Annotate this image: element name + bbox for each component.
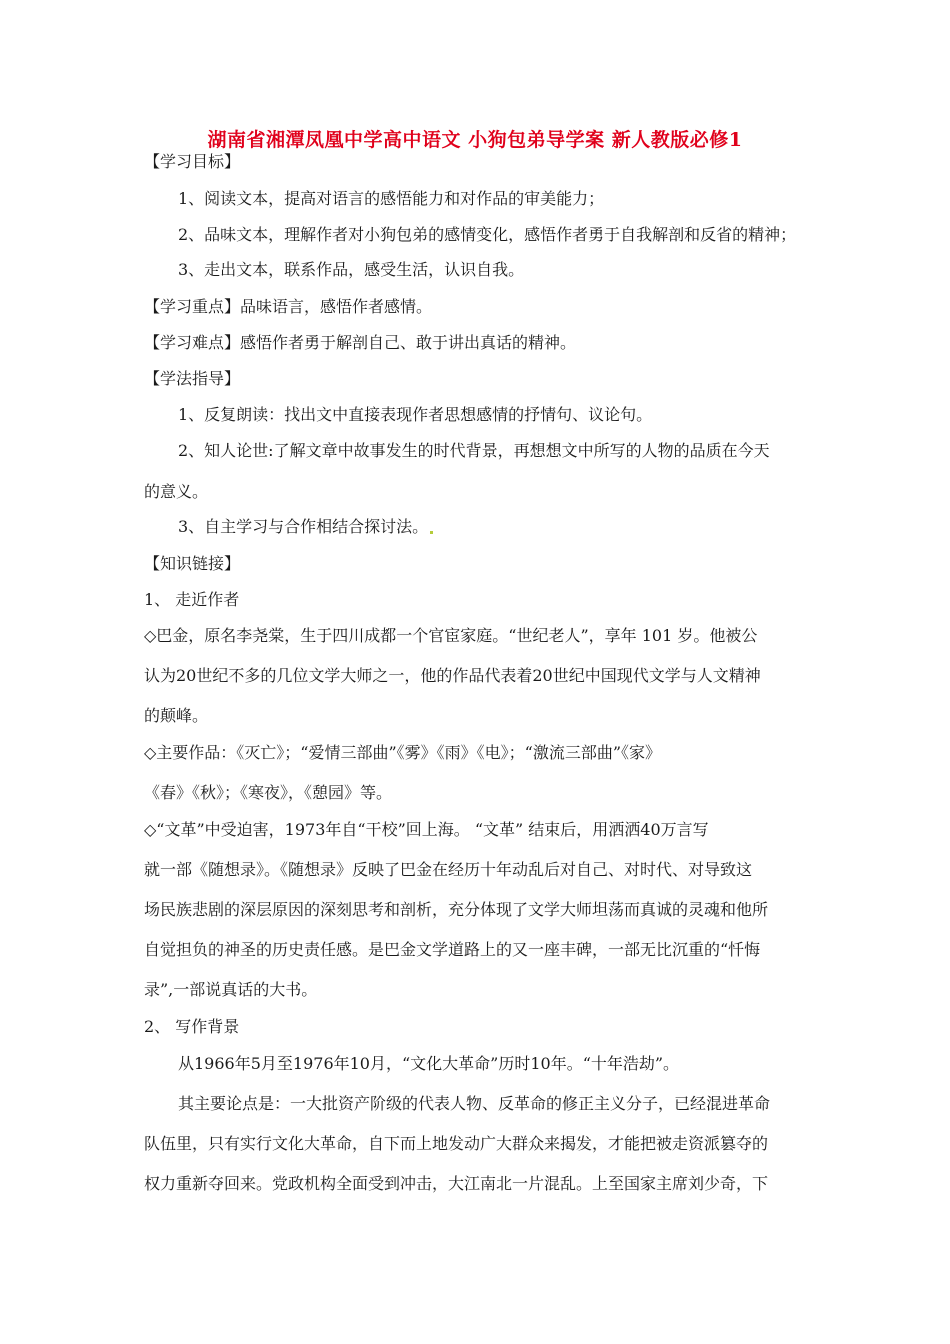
paragraph-line: 从1966年5月至1976年10月，“文化大革命”历时10年。“十年浩劫”。 bbox=[178, 1054, 680, 1073]
method-item bbox=[178, 517, 435, 537]
subsection-author: 1、 走近作者 bbox=[144, 590, 240, 609]
objective-item: 3、走出文本，联系作品，感受生活，认识自我。 bbox=[178, 260, 525, 279]
objective-item: 2、品味文本，理解作者对小狗包弟的感情变化，感悟作者勇于自我解剖和反省的精神； bbox=[178, 225, 797, 244]
paragraph-line: ◇主要作品：《灭亡》；“爱情三部曲”《雾》《雨》《电》；“激流三部曲”《家》 bbox=[144, 743, 662, 762]
subsection-background: 2、 写作背景 bbox=[144, 1017, 240, 1036]
key-points-line: 【学习重点】品味语言，感悟作者感情。 bbox=[144, 297, 433, 316]
objective-item: 1、阅读文本，提高对语言的感悟能力和对作品的审美能力； bbox=[178, 189, 605, 208]
paragraph-line: 的颠峰。 bbox=[144, 706, 209, 725]
document-title: 湖南省湘潭凤凰中学高中语文 小狗包弟导学案 新人教版必修1 bbox=[207, 129, 743, 151]
paragraph-line: 就一部《随想录》。《随想录》反映了巴金在经历十年动乱后对自己、对时代、对导致这 bbox=[144, 860, 753, 879]
method-item-continued: 的意义。 bbox=[144, 482, 209, 501]
method-item: 2、知人论世:了解文章中故事发生的时代背景，再想想文中所写的人物的品质在今天 bbox=[178, 441, 770, 460]
difficulty-line: 【学习难点】感悟作者勇于解剖自己、敢于讲出真话的精神。 bbox=[144, 333, 577, 352]
green-dot-mark bbox=[430, 531, 433, 534]
method-item-text: 3、自主学习与合作相结合探讨法。 bbox=[178, 517, 429, 536]
paragraph-line: ◇“文革”中受迫害，1973年自“干校”回上海。 “文革” 结束后，用洒洒40万言写 bbox=[144, 820, 709, 839]
method-item: 1、反复朗读：找出文中直接表现作者思想感情的抒情句、议论句。 bbox=[178, 405, 653, 424]
paragraph-line: 场民族悲剧的深层原因的深刻思考和剖析，充分体现了文学大师坦荡而真诚的灵魂和他所 bbox=[144, 900, 769, 919]
paragraph-line: 自觉担负的神圣的历史责任感。是巴金文学道路上的又一座丰碑，一部无比沉重的“忏悔 bbox=[144, 940, 761, 959]
paragraph-line: 认为20世纪不多的几位文学大师之一，他的作品代表着20世纪中国现代文学与人文精神 bbox=[144, 666, 761, 685]
paragraph-line: 其主要论点是：一大批资产阶级的代表人物、反革命的修正主义分子，已经混进革命 bbox=[178, 1094, 771, 1113]
section-heading-method: 【学法指导】 bbox=[144, 369, 241, 388]
paragraph-line: ◇巴金，原名李尧棠，生于四川成都一个官宦家庭。“世纪老人”，享年 101 岁。他被公 bbox=[144, 626, 758, 645]
paragraph-line: 权力重新夺回来。党政机构全面受到冲击，大江南北一片混乱。上至国家主席刘少奇，下 bbox=[144, 1174, 769, 1193]
paragraph-line: 录”,一部说真话的大书。 bbox=[144, 980, 318, 999]
paragraph-line: 《春》《秋》；《寒夜》，《憩园》等。 bbox=[144, 783, 393, 802]
section-heading-knowledge: 【知识链接】 bbox=[144, 554, 241, 573]
section-heading-objectives: 【学习目标】 bbox=[144, 152, 241, 171]
paragraph-line: 队伍里，只有实行文化大革命，自下而上地发动广大群众来揭发，才能把被走资派篡夺的 bbox=[144, 1134, 769, 1153]
